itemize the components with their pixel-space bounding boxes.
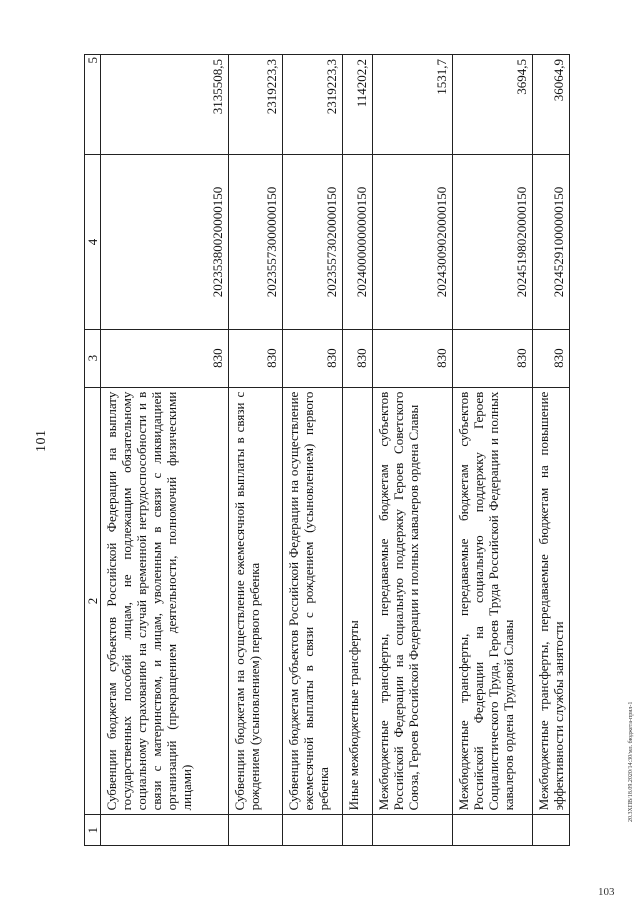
kbk-cell: 20235573020000150 [283,155,343,329]
kbk-cell: 20245198020000150 [453,155,533,329]
row-num-cell [533,815,570,846]
table-row [229,55,283,846]
code-cell: 830 [283,329,343,387]
kbk-cell: 20245291000000150 [533,155,570,329]
code-cell: 830 [229,329,283,387]
row-num-cell [101,815,229,846]
table-row [373,55,453,846]
description-cell: Субвенции бюджетам субъектов Российской Федерации на осуществление ежемесячной выплаты в связи с рождением (усыновлением) первого ребенка [283,387,343,815]
description-cell: Иные межбюджетные трансферты [343,387,373,815]
table-row [283,55,343,846]
header-col-4: 4 [85,155,101,329]
row-num-cell [343,815,373,846]
amount-cell: 36064,9 [533,55,570,155]
code-cell: 830 [101,329,229,387]
code-cell: 830 [453,329,533,387]
amount-cell: 3135508,5 [101,55,229,155]
amount-cell: 2319223,3 [283,55,343,155]
description-cell: Межбюджетные трансферты, передаваемые бюджетам на повышение эффективности службы занятости [533,387,570,815]
kbk-cell: 20243009020000150 [373,155,453,329]
table-row [101,55,229,846]
header-col-5: 5 [85,55,101,155]
amount-cell: 114202,2 [343,55,373,155]
page-number: 101 [34,429,49,452]
bottom-page-number: 103 [598,886,615,898]
header-col-1: 1 [85,815,101,846]
table-row [343,55,373,846]
row-num-cell [229,815,283,846]
kbk-cell: 20235380020000150 [101,155,229,329]
table-row [453,55,533,846]
kbk-cell: 20240000000000150 [343,155,373,329]
header-row [85,55,101,846]
kbk-cell: 20235573000000150 [229,155,283,329]
row-num-cell [373,815,453,846]
row-num-cell [453,815,533,846]
description-cell: Субвенции бюджетам субъектов Российской Федерации на выплату государственных пособий лицам, не подлежащим обязательному социальному страхованию на случай временной нетрудоспособности и в связи с материнством, и лицам, уволенным в связи с ликвидацией организаций (прекращением деятельности, полномочий физическими лицами) [101,387,229,815]
code-cell: 830 [373,329,453,387]
amount-cell: 1531,7 [373,55,453,155]
description-cell: Межбюджетные трансферты, передаваемые бюджетам субъектов Российской Федерации на социальную поддержку Героев Социалистического Труда, Героев Труда Российской Федерации и полных кавалеров ордена Трудовой Славы [453,387,533,815]
header-col-3: 3 [85,329,101,387]
code-cell: 830 [533,329,570,387]
file-code: 20.3ХПВ/18.09.2020/14:30/мл. бюджета-прил-1 [628,701,634,822]
amount-cell: 2319223,3 [229,55,283,155]
description-cell: Субвенции бюджетам на осуществление ежемесячной выплаты в связи с рождением (усыновлением) первого ребенка [229,387,283,815]
table-row [533,55,570,846]
header-col-2: 2 [85,387,101,815]
rotated-table-container [84,54,564,846]
budget-table [84,54,570,846]
code-cell: 830 [343,329,373,387]
amount-cell: 3694,5 [453,55,533,155]
row-num-cell [283,815,343,846]
description-cell: Межбюджетные трансферты, передаваемые бюджетам субъектов Российской Федерации на социальную поддержку Героев Советского Союза, Героев Российской Федерации и полных кавалеров ордена Славы [373,387,453,815]
